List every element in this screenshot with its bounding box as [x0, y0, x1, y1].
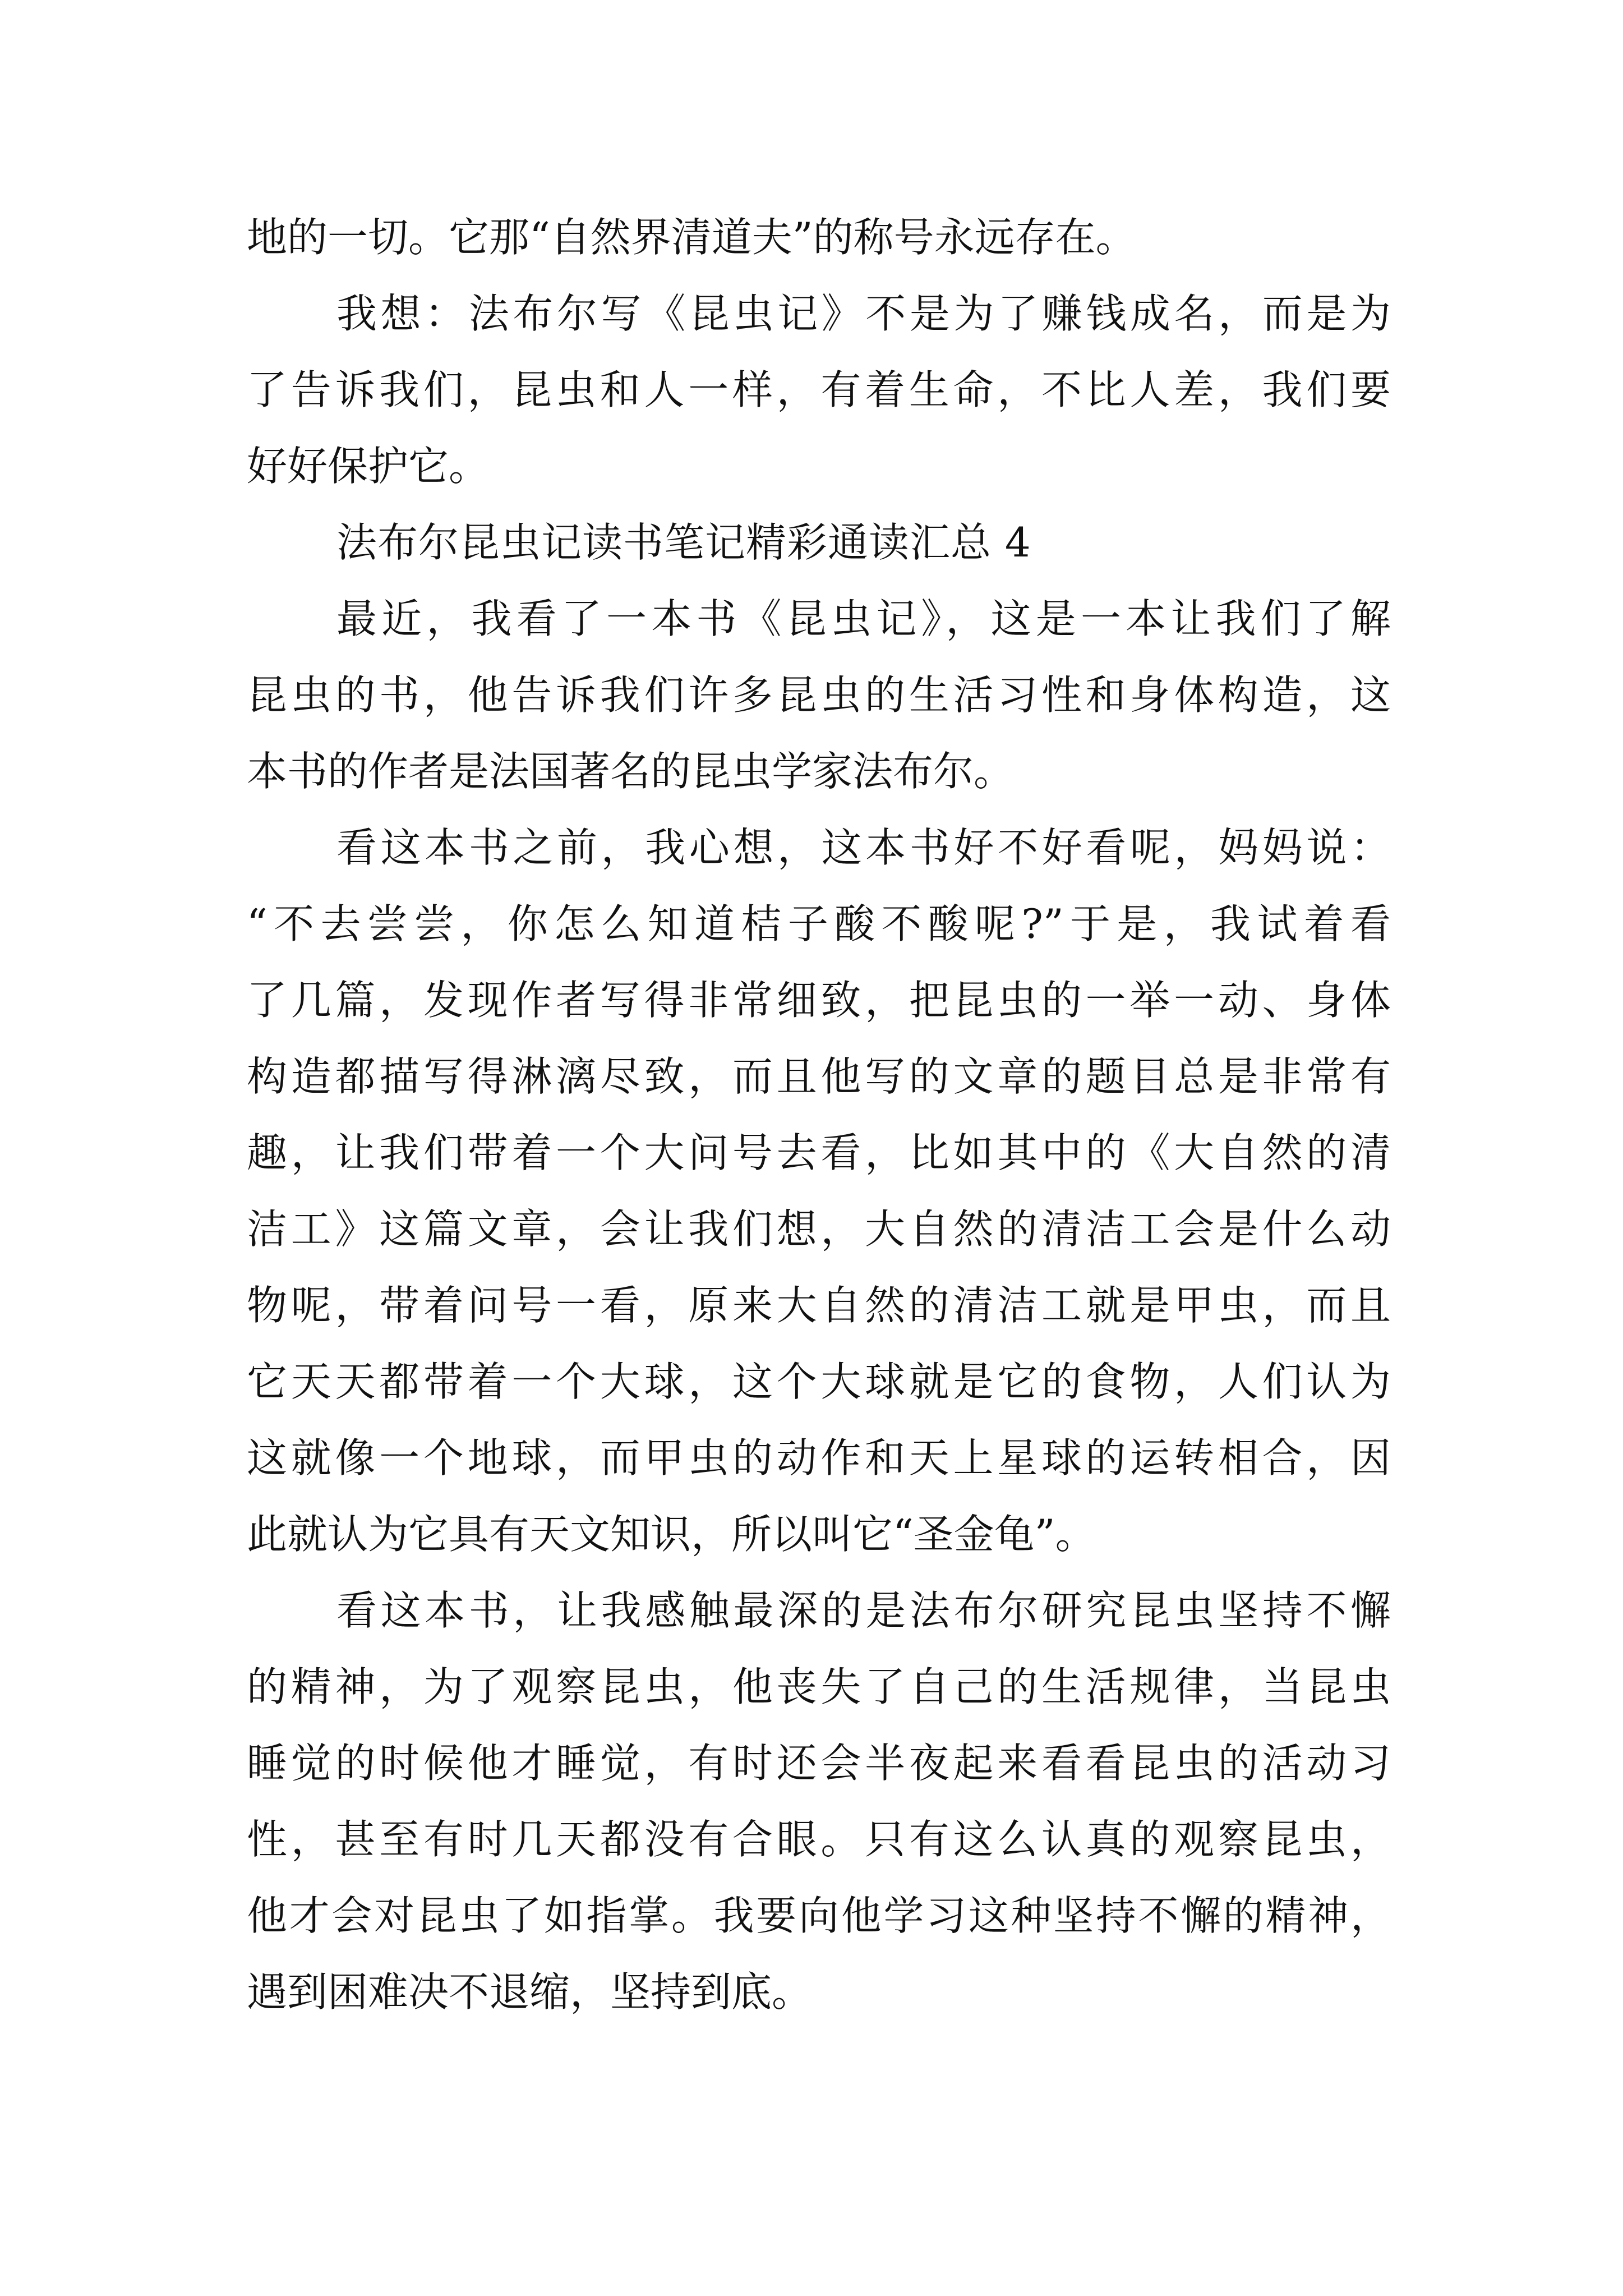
text-line: 他才会对昆虫了如指掌。我要向他学习这种坚持不懈的精神，: [247, 1892, 1391, 1939]
text-line: 构造都描写得淋漓尽致，而且他写的文章的题目总是非常有: [247, 1053, 1391, 1100]
text-line: 好好保护它。: [247, 443, 490, 490]
text-line: 本书的作者是法国著名的昆虫学家法布尔。: [247, 748, 1015, 795]
paragraph: [247, 581, 1391, 809]
paragraph: [247, 1572, 1391, 2030]
text-line: 看这本书，让我感触最深的是法布尔研究昆虫坚持不懈: [336, 1587, 1391, 1634]
paragraph: [247, 809, 1391, 1572]
text-line: 看这本书之前，我心想，这本书好不好看呢，妈妈说：: [336, 824, 1391, 871]
paragraph: [247, 275, 1391, 504]
text-line: 此就认为它具有天文知识，所以叫它“圣金龟”。: [247, 1511, 1096, 1558]
text-line: “不去尝尝，你怎么知道桔子酸不酸呢?”于是，我试着看: [247, 900, 1391, 947]
text-line: 洁工》这篇文章，会让我们想，大自然的清洁工会是什么动: [247, 1205, 1391, 1253]
text-line: 最近，我看了一本书《昆虫记》，这是一本让我们了解: [336, 595, 1391, 642]
text-line: 性，甚至有时几天都没有合眼。只有这么认真的观察昆虫，: [247, 1816, 1391, 1863]
heading-text: 法布尔昆虫记读书笔记精彩通读汇总 4: [336, 519, 1031, 566]
text-line: 这就像一个地球，而甲虫的动作和天上星球的运转相合，因: [247, 1434, 1391, 1481]
text-line: 物呢，带着问号一看，原来大自然的清洁工就是甲虫，而且: [247, 1282, 1391, 1329]
text-line: 了告诉我们，昆虫和人一样，有着生命，不比人差，我们要: [247, 366, 1391, 413]
text-line: 趣，让我们带着一个大问号去看，比如其中的《大自然的清: [247, 1129, 1391, 1176]
document-body: [247, 199, 1391, 2030]
paragraph-continuation: [247, 199, 1391, 275]
text-line: 昆虫的书，他告诉我们许多昆虫的生活习性和身体构造，这: [247, 671, 1391, 719]
section-heading: [247, 504, 1391, 581]
text-line: 睡觉的时候他才睡觉，有时还会半夜起来看看昆虫的活动习: [247, 1740, 1391, 1787]
text-line: 它天天都带着一个大球，这个大球就是它的食物，人们认为: [247, 1358, 1391, 1405]
text-line: 地的一切。它那“自然界清道夫”的称号永远存在。: [247, 214, 1136, 261]
text-line: 遇到困难决不退缩，坚持到底。: [247, 1968, 813, 2016]
text-line: 了几篇，发现作者写得非常细致，把昆虫的一举一动、身体: [247, 977, 1391, 1024]
text-line: 我想：法布尔写《昆虫记》不是为了赚钱成名，而是为: [336, 290, 1391, 337]
text-line: 的精神，为了观察昆虫，他丧失了自己的生活规律，当昆虫: [247, 1663, 1391, 1710]
